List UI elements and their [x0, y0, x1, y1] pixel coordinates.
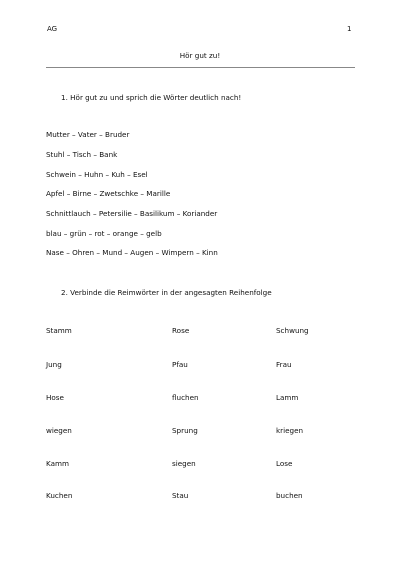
rhyme-word: Frau — [276, 360, 292, 369]
rhyme-row — [46, 491, 356, 501]
word-list-item: Nase – Ohren – Mund – Augen – Wimpern – Kinn — [46, 248, 218, 257]
rhyme-word: Schwung — [276, 326, 309, 335]
rhyme-row — [46, 459, 356, 469]
rhyme-word: Jung — [46, 360, 62, 369]
rhyme-word: Kuchen — [46, 491, 73, 500]
word-list-item: blau – grün – rot – orange – gelb — [46, 229, 162, 238]
word-list-item: Schnittlauch – Petersilie – Basilikum – Koriander — [46, 209, 218, 218]
rhyme-row — [46, 426, 356, 436]
rhyme-word: kriegen — [276, 426, 304, 435]
word-list-item: Apfel – Birne – Zwetschke – Marille — [46, 189, 171, 198]
rhyme-word: wiegen — [46, 426, 72, 435]
word-list-item: Schwein – Huhn – Kuh – Esel — [46, 170, 148, 179]
rhyme-word: siegen — [172, 459, 196, 468]
rhyme-row — [46, 360, 356, 370]
word-list-item: Mutter – Vater – Bruder — [46, 130, 130, 139]
header-left: AG — [47, 25, 58, 33]
title-divider — [46, 67, 355, 68]
page-number: 1 — [347, 25, 352, 33]
rhyme-word: Stamm — [46, 326, 72, 335]
rhyme-word: Lose — [276, 459, 293, 468]
rhyme-word: Lamm — [276, 393, 299, 402]
word-list-item: Stuhl – Tisch – Bank — [46, 150, 118, 159]
rhyme-word: fluchen — [172, 393, 199, 402]
rhyme-word: Rose — [172, 326, 190, 335]
task2-instruction: 2. Verbinde die Reimwörter in der angesagten Reihenfolge — [61, 288, 272, 297]
task1-instruction: 1. Hör gut zu und sprich die Wörter deutlich nach! — [61, 93, 242, 102]
rhyme-word: Stau — [172, 491, 189, 500]
rhyme-row — [46, 393, 356, 403]
rhyme-row — [46, 326, 356, 336]
rhyme-word: buchen — [276, 491, 303, 500]
page-title: Hör gut zu! — [179, 51, 221, 60]
rhyme-word: Kamm — [46, 459, 69, 468]
rhyme-word: Hose — [46, 393, 64, 402]
rhyme-word: Pfau — [172, 360, 188, 369]
rhyme-word: Sprung — [172, 426, 198, 435]
